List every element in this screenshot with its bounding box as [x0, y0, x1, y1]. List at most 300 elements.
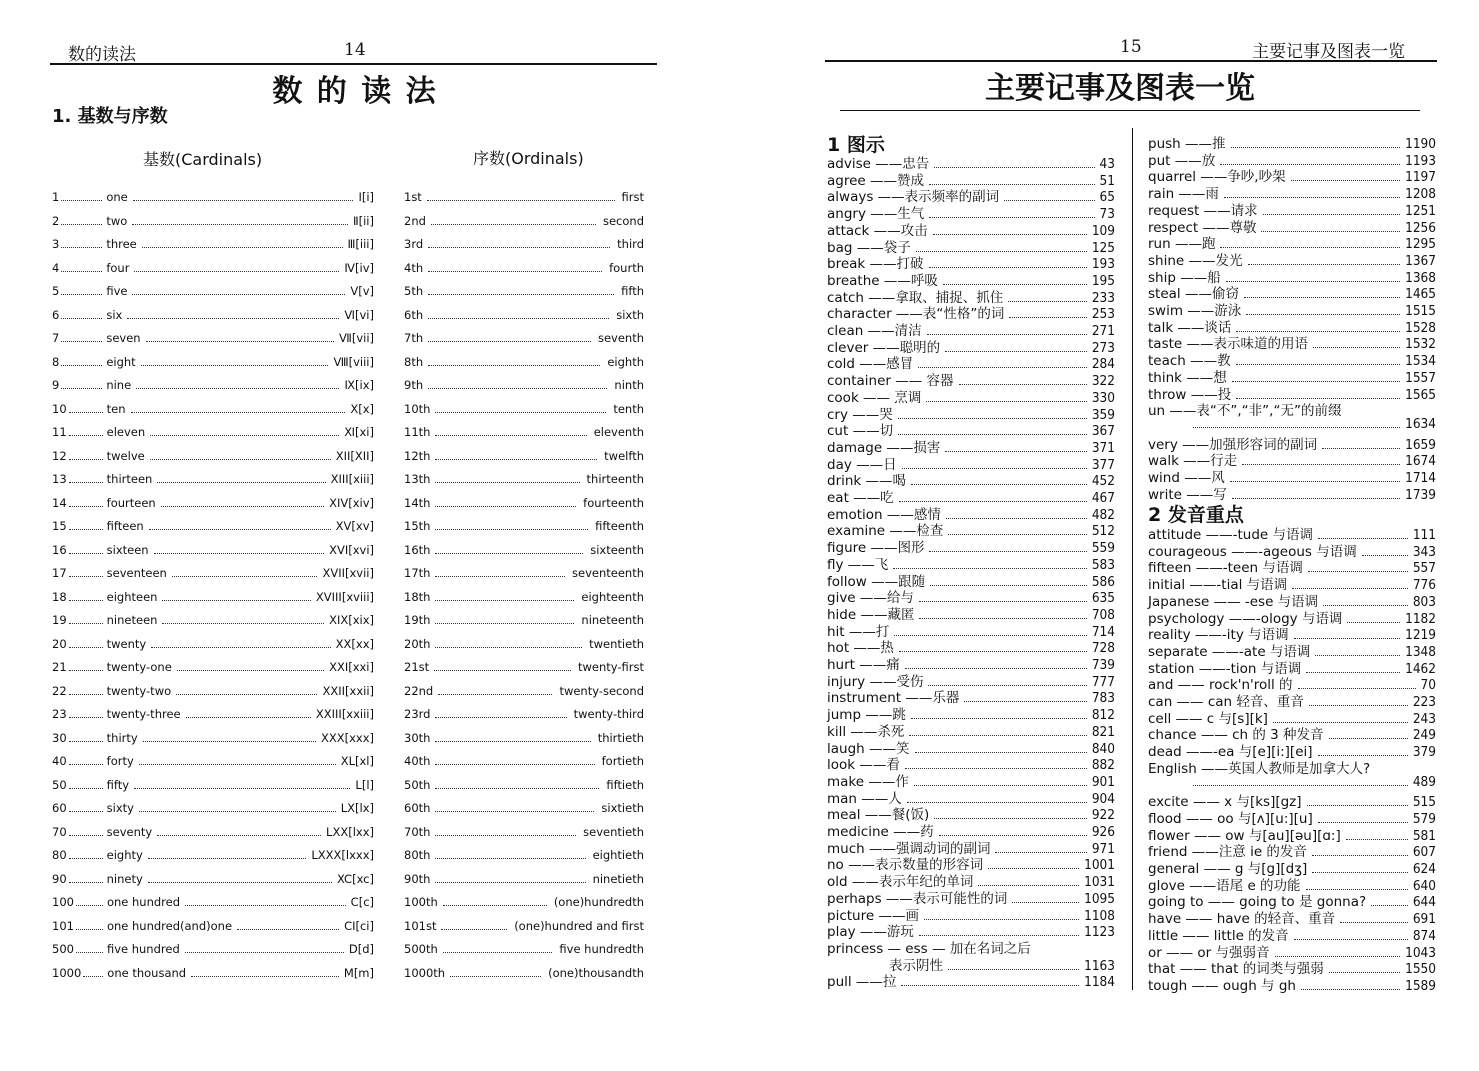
entry-label: separate ——-ate 与语调 — [1148, 643, 1311, 660]
roman-numeral: Ⅺ[xi] — [344, 425, 374, 439]
entry-page: 1368 — [1405, 269, 1436, 286]
roman-numeral: M[m] — [343, 965, 374, 980]
dot-leader — [139, 755, 336, 765]
entry-label: little —— little 的发音 — [1148, 927, 1289, 944]
dot-leader — [933, 224, 1087, 235]
dot-leader — [939, 825, 1087, 836]
dot-leader — [907, 792, 1087, 803]
index-entry — [827, 352, 1115, 373]
dot-leader — [61, 191, 102, 201]
dot-leader — [191, 967, 339, 977]
index-entry — [1148, 249, 1436, 269]
dot-leader — [1275, 946, 1401, 957]
entry-label: breathe ——呼吸 — [827, 272, 938, 289]
entry-page: 922 — [1091, 807, 1115, 824]
entry-page: 607 — [1412, 844, 1436, 861]
index-entry — [827, 620, 1115, 640]
page-number: 14 — [344, 40, 366, 60]
index-entry — [827, 954, 1115, 974]
entry-page: 1462 — [1405, 660, 1436, 677]
index-entry — [1148, 740, 1436, 761]
entry-label: put ——放 — [1148, 152, 1216, 169]
entry-page: 1043 — [1405, 944, 1436, 961]
ordinal-row — [404, 613, 644, 631]
entry-page: 343 — [1412, 543, 1436, 560]
header-rule — [50, 63, 657, 65]
cardinal-number: 21 — [52, 660, 67, 674]
entry-label: throw ——投 — [1148, 386, 1232, 403]
entry-page: 777 — [1091, 673, 1115, 690]
page-number: 15 — [1120, 37, 1142, 57]
entry-page: 1367 — [1405, 252, 1436, 269]
dot-leader — [185, 943, 344, 953]
entry-label: break ——打破 — [827, 256, 924, 273]
entry-page: 904 — [1091, 790, 1115, 807]
dot-leader — [1004, 190, 1094, 201]
entry-label: and —— rock'n'roll 的 — [1148, 677, 1293, 694]
cardinal-row — [52, 449, 374, 467]
cardinal-number: 11 — [52, 425, 67, 439]
dot-leader — [69, 826, 103, 836]
dot-leader — [988, 858, 1079, 869]
entry-label: write ——写 — [1148, 486, 1227, 503]
ordinal-number: 18th — [404, 589, 431, 604]
dot-leader — [1318, 528, 1408, 539]
dot-leader — [185, 896, 346, 906]
entry-page: 467 — [1091, 490, 1115, 506]
cardinal-word: ten — [106, 401, 126, 416]
dot-leader — [148, 849, 307, 859]
index-entry — [1148, 673, 1436, 694]
dot-leader — [1244, 287, 1400, 298]
entry-page: 635 — [1091, 590, 1115, 607]
dot-leader — [76, 943, 103, 953]
dot-leader — [69, 732, 103, 742]
index-entry — [827, 837, 1115, 857]
dot-leader — [134, 262, 339, 272]
ordinal-word: fourth — [609, 260, 644, 275]
entry-page: 971 — [1091, 840, 1115, 857]
index-entry — [1148, 857, 1436, 877]
ordinal-word: nineteenth — [581, 613, 644, 627]
index-entry — [827, 369, 1115, 390]
dot-leader — [435, 826, 576, 836]
dot-leader — [435, 403, 606, 413]
entry-page: 739 — [1091, 657, 1115, 673]
dot-leader — [428, 356, 600, 366]
entry-page: 271 — [1091, 323, 1115, 339]
cardinal-word: twenty-three — [106, 707, 181, 721]
index-entry — [1148, 282, 1436, 303]
index-entry — [1148, 540, 1436, 560]
roman-numeral: Ⅷ[viii] — [333, 354, 374, 369]
entry-page: 559 — [1091, 540, 1115, 557]
index-entry — [1148, 690, 1436, 710]
roman-numeral: LXX[lxx] — [326, 824, 374, 839]
dot-leader — [1220, 154, 1400, 165]
ordinal-number: 9th — [404, 378, 424, 392]
dot-leader — [1312, 845, 1408, 856]
roman-numeral: XIII[xiii] — [330, 472, 374, 486]
index-entry — [827, 536, 1115, 557]
right-page — [740, 0, 1479, 1071]
roman-numeral: XIX[xix] — [329, 613, 374, 627]
cardinal-row — [52, 754, 374, 772]
entry-label: English ——英国人教师是加拿大人? — [1148, 760, 1371, 777]
entry-label: flood —— oo 与[ʌ][u:][u] — [1148, 810, 1313, 827]
ordinal-word: (one)hundred and first — [514, 918, 644, 933]
ordinal-number: 101st — [404, 918, 437, 933]
roman-numeral: Ⅲ[iii] — [347, 237, 374, 251]
dot-leader — [1232, 488, 1400, 499]
entry-label: push ——推 — [1148, 136, 1226, 152]
entry-page: 557 — [1412, 560, 1436, 577]
dot-leader — [919, 608, 1086, 619]
entry-label: rain ——雨 — [1148, 186, 1219, 203]
index-entry — [1148, 840, 1436, 861]
dot-leader — [1329, 728, 1408, 739]
ordinal-word: fifth — [621, 284, 644, 298]
entry-label: steal ——偷窃 — [1148, 286, 1239, 303]
dot-leader — [427, 191, 615, 201]
ordinal-row — [404, 825, 644, 843]
dot-leader — [435, 755, 594, 765]
index-entry — [827, 202, 1115, 223]
cardinal-row — [52, 519, 374, 537]
index-entry — [827, 236, 1115, 256]
dot-leader — [69, 567, 103, 577]
index-entry — [1148, 957, 1436, 978]
dot-leader — [69, 638, 103, 648]
entry-page: 1256 — [1405, 219, 1436, 236]
entry-label: shine ——发光 — [1148, 252, 1243, 269]
cardinal-number: 90 — [52, 871, 67, 886]
dot-leader — [1362, 545, 1408, 556]
index-entry — [827, 403, 1115, 423]
entry-page: 367 — [1091, 423, 1115, 440]
dot-leader — [1193, 417, 1400, 428]
ordinal-number: 21st — [404, 660, 430, 674]
ordinal-number: 11th — [404, 425, 431, 439]
cardinal-word: nineteen — [106, 613, 158, 627]
entry-page: 803 — [1412, 593, 1436, 610]
index-entry — [827, 720, 1115, 740]
ordinal-row — [404, 684, 644, 702]
dot-leader — [61, 285, 102, 295]
ordinal-row — [404, 378, 644, 396]
ordinal-row — [404, 895, 644, 913]
index-entry — [827, 636, 1115, 657]
cardinal-number: 60 — [52, 801, 67, 815]
index-entry — [1148, 349, 1436, 370]
dot-leader — [902, 458, 1087, 469]
dot-leader — [1340, 912, 1408, 923]
dot-leader — [898, 424, 1087, 435]
dot-leader — [69, 473, 103, 483]
ordinal-word: twenty-second — [559, 683, 644, 698]
dot-leader — [1263, 204, 1400, 215]
ordinal-row — [404, 731, 644, 749]
index-entry — [827, 219, 1115, 239]
entry-label: jump ——跳 — [827, 707, 906, 724]
dot-leader — [441, 920, 507, 930]
dot-leader — [61, 215, 102, 225]
entry-label: think ——想 — [1148, 369, 1227, 386]
dot-leader — [1236, 388, 1400, 399]
dot-leader — [1298, 678, 1416, 689]
ordinal-row — [404, 637, 644, 655]
index-entry — [1148, 707, 1436, 727]
dot-leader — [69, 426, 103, 436]
entry-label: emotion ——感情 — [827, 506, 941, 523]
dot-leader — [1322, 438, 1400, 449]
index-entry — [1148, 366, 1436, 386]
entry-label: examine ——检查 — [827, 523, 944, 540]
cardinal-word: eighteen — [106, 589, 158, 604]
index-entry — [1148, 556, 1436, 577]
entry-page: 840 — [1091, 740, 1115, 757]
cardinal-row — [52, 637, 374, 655]
dot-leader — [1306, 662, 1400, 673]
dot-leader — [428, 238, 610, 248]
cardinal-number: 1000 — [52, 965, 82, 980]
entry-label: follow ——跟随 — [827, 573, 926, 590]
dot-leader — [1012, 892, 1079, 903]
ordinal-word: eighteenth — [581, 589, 644, 604]
entry-page: 489 — [1412, 773, 1436, 790]
dot-leader — [943, 274, 1087, 285]
index-entry — [1148, 790, 1436, 811]
cardinal-row — [52, 895, 374, 913]
ordinal-row — [404, 754, 644, 772]
entry-label: look ——看 — [827, 757, 900, 774]
ordinal-word: sixteenth — [590, 542, 644, 557]
entry-page: 51 — [1099, 172, 1115, 189]
entry-page: 1739 — [1405, 486, 1436, 503]
dot-leader — [151, 638, 330, 648]
dot-leader — [69, 708, 103, 718]
entry-label: bag ——袋子 — [827, 239, 911, 256]
cardinal-row — [52, 402, 374, 420]
index-entry — [827, 185, 1115, 206]
dot-leader — [435, 591, 574, 601]
ordinal-word: twelfth — [604, 448, 644, 463]
index-entry — [1148, 216, 1436, 236]
entry-label: hurt ——痛 — [827, 657, 900, 673]
entry-page: 249 — [1412, 727, 1436, 744]
dot-leader — [69, 497, 103, 507]
dot-leader — [1307, 795, 1408, 806]
ordinal-row — [404, 261, 644, 279]
cardinal-row — [52, 778, 374, 796]
entry-label: talk ——谈话 — [1148, 319, 1232, 336]
dot-leader — [69, 614, 103, 624]
entry-page: 371 — [1091, 439, 1115, 456]
ordinal-number: 22nd — [404, 683, 434, 698]
dot-leader — [154, 544, 324, 554]
entry-page: 812 — [1091, 707, 1115, 724]
index-entry — [827, 252, 1115, 273]
dot-leader — [146, 332, 334, 342]
dot-leader — [905, 658, 1087, 669]
dot-leader — [186, 708, 311, 718]
cardinal-word: twenty — [106, 636, 147, 651]
cardinal-word: sixty — [106, 801, 134, 815]
dot-leader — [431, 215, 596, 225]
cardinal-word: one — [106, 190, 128, 204]
dot-leader — [918, 357, 1087, 368]
ordinal-row — [404, 425, 644, 443]
dot-leader — [435, 732, 590, 742]
ordinal-row — [404, 402, 644, 420]
ordinal-number: 5th — [404, 284, 424, 298]
cardinal-word: five — [106, 284, 128, 298]
dot-leader — [945, 341, 1087, 352]
index-entry — [827, 386, 1115, 406]
entry-page: 1534 — [1405, 353, 1436, 370]
entry-page: 379 — [1412, 744, 1436, 761]
index-entry — [1148, 483, 1436, 503]
index-entry — [827, 753, 1115, 774]
entry-label: swim ——游泳 — [1148, 303, 1242, 319]
entry-label: much ——强调动词的副词 — [827, 840, 991, 857]
cardinal-word: one hundred(and)one — [106, 918, 233, 933]
entry-page: 1123 — [1084, 924, 1115, 941]
roman-numeral: XXI[xxi] — [329, 660, 374, 674]
entry-label: hit ——打 — [827, 623, 890, 640]
running-head: 主要记事及图表一览 — [1252, 42, 1405, 62]
roman-numeral: Ⅸ[ix] — [344, 378, 374, 392]
ordinals-heading: 序数(Ordinals) — [473, 149, 584, 168]
dot-leader — [435, 520, 588, 530]
entry-page: 583 — [1091, 556, 1115, 573]
dot-leader — [905, 758, 1087, 769]
dot-leader — [934, 808, 1087, 819]
cardinal-number: 17 — [52, 566, 67, 580]
entry-label: respect ——尊敬 — [1148, 219, 1257, 236]
entry-page: 330 — [1091, 389, 1115, 406]
cardinal-row — [52, 590, 374, 608]
cardinal-row — [52, 331, 374, 349]
cardinal-number: 80 — [52, 848, 67, 862]
entry-page: 1208 — [1405, 186, 1436, 203]
cardinal-row — [52, 731, 374, 749]
roman-numeral: L[l] — [355, 777, 374, 792]
entry-label: picture ——画 — [827, 907, 919, 924]
ordinal-number: 90th — [404, 871, 431, 886]
dot-leader — [911, 708, 1087, 719]
entry-page: 273 — [1091, 339, 1115, 356]
index-entry — [1148, 132, 1436, 152]
index-entry — [1148, 623, 1436, 644]
cardinal-row — [52, 566, 374, 584]
dot-leader — [929, 257, 1087, 268]
cardinal-word: eighty — [106, 848, 143, 862]
cardinal-number: 4 — [52, 260, 60, 275]
dot-leader — [1315, 645, 1400, 656]
index-entry — [827, 703, 1115, 724]
roman-numeral: XXII[xxii] — [322, 683, 374, 698]
cardinal-number: 1 — [52, 190, 60, 204]
entry-page: 1197 — [1405, 169, 1436, 186]
dot-leader — [435, 638, 582, 648]
roman-numeral: CI[ci] — [344, 918, 374, 933]
cardinal-row — [52, 355, 374, 373]
ordinal-number: 70th — [404, 824, 431, 839]
index-entry — [1148, 165, 1436, 186]
index-entry — [827, 319, 1115, 339]
ordinal-number: 15th — [404, 519, 431, 533]
dot-leader — [435, 849, 585, 859]
index-entry — [1148, 874, 1436, 894]
dot-leader — [929, 207, 1094, 218]
dot-leader — [898, 408, 1087, 419]
index-entry — [827, 302, 1115, 323]
dot-leader — [157, 473, 325, 483]
ordinal-row — [404, 355, 644, 373]
cardinal-number: 10 — [52, 401, 67, 416]
dot-leader — [435, 473, 579, 483]
entry-label: fifteen ——-teen 与语调 — [1148, 560, 1303, 577]
dot-leader — [61, 309, 102, 319]
ordinal-row — [404, 284, 644, 302]
ordinal-row — [404, 966, 644, 984]
dot-leader — [69, 661, 103, 671]
cardinal-word: six — [106, 307, 123, 322]
cardinal-number: 40 — [52, 754, 67, 768]
cardinal-row — [52, 425, 374, 443]
dot-leader — [450, 967, 541, 977]
dot-leader — [1294, 929, 1408, 940]
ordinal-number: 13th — [404, 472, 431, 486]
index-entry — [1148, 640, 1436, 660]
entry-label: figure ——图形 — [827, 540, 925, 557]
index-entry — [1148, 316, 1436, 336]
ordinal-row — [404, 308, 644, 326]
dot-leader — [69, 450, 103, 460]
cardinal-row — [52, 848, 374, 866]
index-entry — [827, 787, 1115, 807]
entry-label: initial ——-tial 与语调 — [1148, 577, 1288, 594]
page-title: 主要记事及图表一览 — [985, 71, 1255, 106]
index-entry — [1148, 907, 1436, 928]
dot-leader — [915, 742, 1087, 753]
entry-label: request ——请求 — [1148, 202, 1258, 219]
dot-leader — [127, 309, 339, 319]
entry-page: 109 — [1091, 222, 1115, 239]
ordinal-number: 1st — [404, 190, 422, 204]
roman-numeral: Ⅶ[vii] — [338, 331, 374, 345]
index-entry — [827, 937, 1115, 957]
index-entry — [1148, 466, 1436, 486]
ordinal-word: ninth — [614, 378, 644, 392]
index-entry — [827, 870, 1115, 891]
ordinal-number: 6th — [404, 307, 424, 322]
entry-page: 195 — [1091, 272, 1115, 289]
ordinal-row — [404, 590, 644, 608]
roman-numeral: XVI[xvi] — [329, 542, 374, 557]
ordinal-number: 40th — [404, 754, 431, 768]
section-illustrations: 1 图示 — [827, 134, 885, 156]
ordinal-word: fourteenth — [583, 495, 644, 510]
dot-leader — [1273, 712, 1408, 723]
dot-leader — [1220, 237, 1400, 248]
ordinal-word: twenty-first — [577, 660, 644, 674]
dot-leader — [1371, 895, 1408, 906]
ordinal-number: 23rd — [404, 707, 431, 721]
dot-leader — [133, 191, 354, 201]
ordinal-word: thirteenth — [586, 472, 644, 486]
